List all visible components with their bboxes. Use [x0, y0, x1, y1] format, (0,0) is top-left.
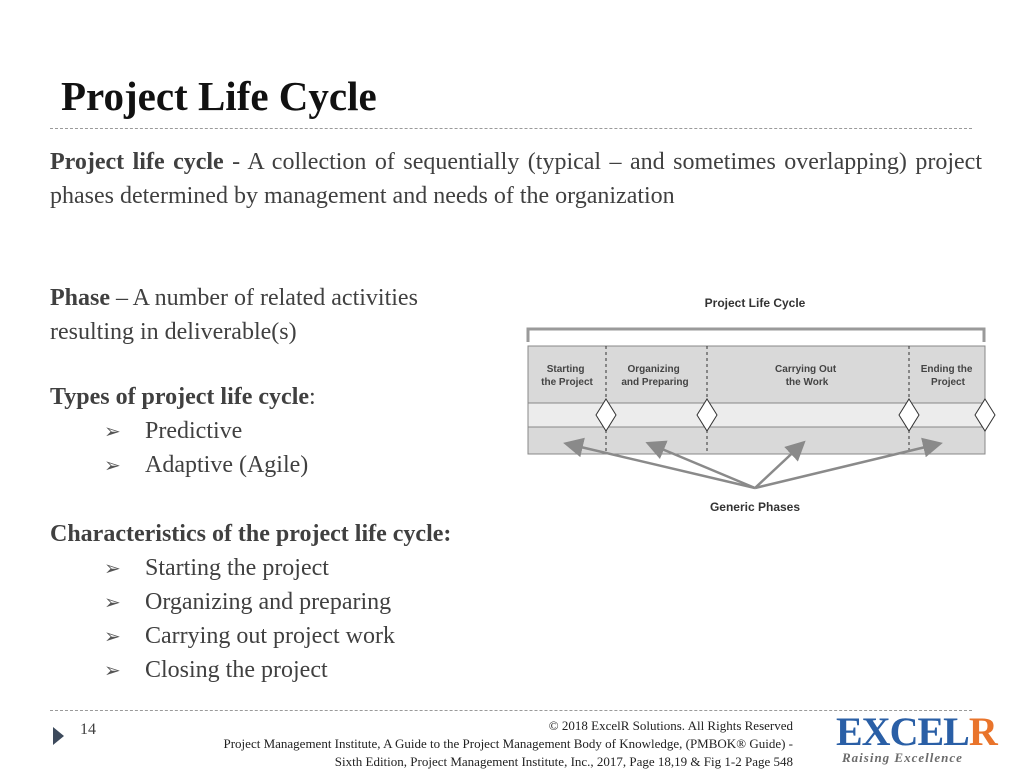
- list-item: [104, 653, 328, 688]
- copyright-text: © 2018 ExcelR Solutions. All Rights Reserved: [548, 718, 793, 733]
- list-item-text: Predictive: [145, 418, 243, 444]
- types-heading-colon: :: [309, 384, 316, 410]
- excelr-logo: [836, 709, 997, 765]
- list-item-text: Starting the project: [145, 555, 329, 581]
- arrow-bullet-icon: ➢: [104, 660, 121, 682]
- generic-phases-label: Generic Phases: [709, 500, 801, 514]
- phase-label-line: Carrying Out: [775, 364, 837, 375]
- arrow-bullet-icon: ➢: [104, 592, 121, 614]
- life-cycle-diagram: [520, 288, 1000, 518]
- characteristics-heading: [50, 517, 451, 551]
- logo-wordmark: [836, 709, 997, 754]
- citation-line-1: Project Management Institute, A Guide to the Project Management Body of Knowledge, (PMBOK® Guide) -: [223, 736, 793, 751]
- list-item: [104, 619, 395, 654]
- diagram-bracket: [528, 329, 984, 342]
- phase-label-line: the Work: [785, 377, 829, 388]
- page-title: Project Life Cycle: [61, 73, 377, 119]
- logo-tagline: Raising Excellence: [842, 750, 963, 765]
- list-item: [104, 551, 329, 586]
- triangle-bullet-icon: [53, 727, 64, 745]
- definition-paragraph: [50, 145, 982, 213]
- arrow-bullet-icon: ➢: [104, 455, 121, 477]
- types-heading-text: Types of project life cycle: [50, 384, 310, 410]
- phase-line-2: resulting in deliverable(s): [50, 319, 297, 345]
- list-item-text: Organizing and preparing: [145, 589, 392, 615]
- phase-text: – A number of related activities: [110, 285, 418, 311]
- title-divider: [50, 128, 972, 129]
- list-item-text: Carrying out project work: [145, 623, 395, 649]
- list-item: [104, 414, 242, 449]
- arrow-bullet-icon: ➢: [104, 626, 121, 648]
- phase-label-line: Starting: [546, 364, 585, 375]
- phase-label-line: and Preparing: [621, 377, 689, 388]
- diagram-title: Project Life Cycle: [704, 296, 806, 310]
- phase-line-1: [50, 281, 418, 315]
- logo-accent-letter: R: [968, 709, 997, 754]
- list-item: [104, 448, 308, 483]
- list-item-text: Adaptive (Agile): [145, 452, 309, 478]
- phase-label-line: the Project: [541, 377, 593, 388]
- characteristics-heading-text: Characteristics of the project life cycle:: [50, 521, 452, 547]
- definition-text: - A collection of sequentially (typical – and sometimes overlapping) project phases determined by management and needs of the organization: [50, 149, 982, 209]
- definition-term: Project life cycle: [50, 149, 224, 175]
- phase-label-line: Project: [931, 377, 965, 388]
- phase-header-band: [528, 346, 985, 403]
- list-item: [104, 585, 391, 620]
- page-number: 14: [80, 721, 96, 738]
- logo-main-text: EXCEL: [836, 709, 969, 754]
- types-heading: [50, 380, 316, 414]
- phase-label-line: Ending the: [920, 364, 973, 375]
- arrow-bullet-icon: ➢: [104, 558, 121, 580]
- footer-divider: [50, 710, 972, 711]
- phase-term: Phase: [50, 285, 110, 311]
- list-item-text: Closing the project: [145, 657, 328, 683]
- citation-line-2: Sixth Edition, Project Management Institute, Inc., 2017, Page 18,19 & Fig 1-2 Page 548: [334, 754, 793, 769]
- phase-label-line: Organizing: [627, 364, 680, 375]
- arrow-bullet-icon: ➢: [104, 421, 121, 443]
